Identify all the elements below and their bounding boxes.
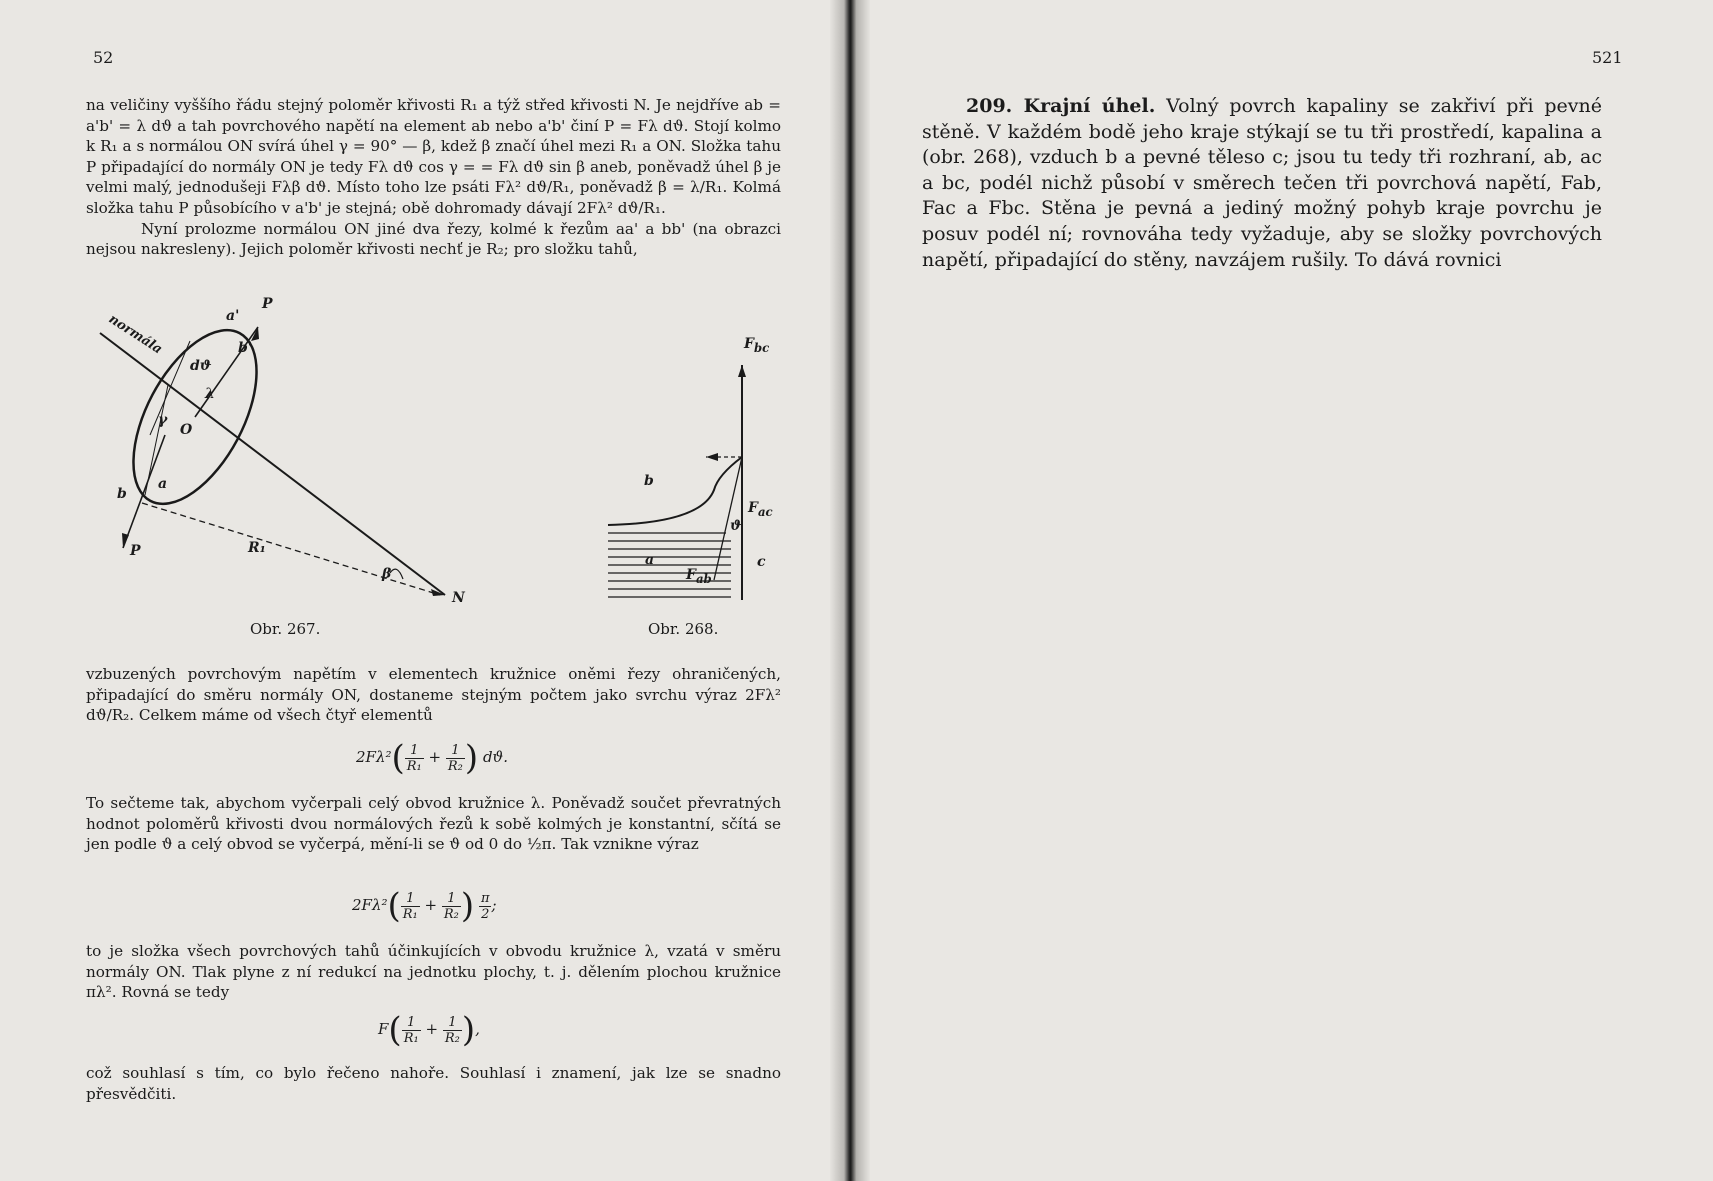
fig267-label-gamma: γ xyxy=(158,412,168,428)
left-para-1 xyxy=(86,95,781,260)
fig267-label-beta: β xyxy=(382,566,392,582)
fig268-caption: Obr. 268. xyxy=(648,620,719,638)
left-paragraph-2-text: Nyní prolozme normálou ON jiné dva řezy, kolmé k řezům aa' a bb' (na obrazci nejsou nakresleny). Jejich poloměr křivosti nechť je R₂; pro složku tahů, xyxy=(86,219,781,259)
fig268-Fbc-letter: F xyxy=(744,336,754,352)
fig268-label-c: c xyxy=(757,554,766,570)
left-paragraph-1-text: na veličiny vyššího řádu stejný poloměr křivosti R₁ a týž střed křivosti N. Je nejdříve ab = a'b' = λ dϑ a tah povrchového napětí na element ab nebo a'b' činí P = Fλ dϑ. Stojí kolmo k R₁ a s normálou ON svírá úhel γ = 90° — β, kdež β značí úhel mezi R₁ a ON. Složka tahu P připadající do normály ON je tedy Fλ dϑ cos γ = = Fλ dϑ sin β aneb, poněvadž úhel β je velmi malý, jednodušeji Fλβ dϑ. Místo toho lze psáti Fλ² dϑ/R₁, poněvadž β = λ/R₁. Kolmá složka tahu P působícího v a'b' je stejná; obě dohromady dávají 2Fλ² dϑ/R₁. xyxy=(86,96,781,217)
formula-1: 2Fλ²( $\frac{1}{\text{R₁}}$ + $\frac{1}{\text{R₂}}$ ) dϑ. xyxy=(356,738,509,778)
figure-267 xyxy=(95,315,465,615)
formula-2: 2Fλ²( $\frac{1}{\text{R₁}}$ + $\frac{1}{\text{R₂}}$ ) $\frac{\pi}{2}$ ; xyxy=(352,886,497,926)
fig267-label-O: O xyxy=(180,422,193,438)
right-paragraph-1-text: Volný povrch kapaliny se zakřiví při pevné stěně. V každém bodě jeho kraje stýkají se tu tři prostředí, kapalina a (obr. 268), vzduch b a pevné těleso c; jsou tu tedy tři rozhraní, ab, ac a bc, podél nichž působí v směrech tečen tři povrchová napětí, Fab, Fac a Fbc. Stěna je pevná a jediný možný pohyb kraje povrchu je posuv podél ní; rovnováha tedy vyžaduje, aby se složky povrchových napětí, připadající do stěny, navzájem rušily. To dává rovnici xyxy=(922,95,1603,271)
fig268-label-theta: ϑ xyxy=(730,518,742,534)
left-paragraph-3-text: vzbuzených povrchovým napětím v elementech kružnice oněmi řezy ohraničených, připadající do směru normály ON, dostaneme stejným počtem jako svrchu výraz 2Fλ² dϑ/R₂. Celkem máme od všech čtyř elementů xyxy=(86,665,781,725)
formula1-frac1: $\frac{1}{\text{R₁}}$ xyxy=(406,742,422,774)
fig267-label-a-prime: a' xyxy=(226,308,240,324)
fig267-label-lambda: λ xyxy=(205,386,215,402)
fig267-label-P-bottom: P xyxy=(130,543,141,559)
fig267-label-b-prime: b' xyxy=(238,340,253,356)
left-para-6 xyxy=(86,1063,781,1104)
fig267-caption: Obr. 267. xyxy=(250,620,321,638)
page-number-right: 521 xyxy=(1592,48,1623,67)
formula1-prefix: 2Fλ² xyxy=(356,748,392,766)
section-heading: 209. Krajní úhel. xyxy=(966,95,1156,117)
formula3-prefix: F xyxy=(378,1020,389,1038)
left-para-4 xyxy=(86,793,781,855)
left-paragraph-4-text: To sečteme tak, abychom vyčerpali celý obvod kružnice λ. Poněvadž součet převratných hodnot poloměrů křivosti dvou normálových řezů k sobě kolmých je konstantní, sčítá se jen podle ϑ a celý obvod se vyčerpá, mění-li se ϑ od 0 do ½π. Tak vznikne výraz xyxy=(86,794,781,854)
formula1-frac2: $\frac{1}{\text{R₂}}$ xyxy=(447,742,463,774)
right-page xyxy=(870,0,1713,1181)
fig267-label-normal: normála xyxy=(105,311,165,358)
fig268-label-Fac xyxy=(748,500,773,519)
formula2-pi-frac: $\frac{\pi}{2}$ xyxy=(480,890,490,922)
formula2-frac1: $\frac{1}{\text{R₁}}$ xyxy=(402,890,418,922)
book-gutter xyxy=(830,0,870,1181)
left-paragraph-5-text: to je složka všech povrchových tahů účinkujících v obvodu kružnice λ, vzatá v směru normály ON. Tlak plyne z ní redukcí na jednotku plochy, t. j. dělením plochou kružnice πλ². Rovná se tedy xyxy=(86,942,781,1002)
fig267-label-P-top: P xyxy=(262,296,273,312)
fig267-label-N: N xyxy=(452,590,465,606)
formula3-frac2: $\frac{1}{\text{R₂}}$ xyxy=(444,1014,460,1046)
fig267-label-b: b xyxy=(117,486,127,502)
formula2-frac2: $\frac{1}{\text{R₂}}$ xyxy=(443,890,459,922)
fig268-label-Fbc xyxy=(744,336,769,355)
fig267-radius-R1 xyxy=(142,503,440,595)
formula2-prefix: 2Fλ² xyxy=(352,896,388,914)
fig267-label-R1: R₁ xyxy=(248,540,266,556)
fig268-label-b: b xyxy=(644,473,654,489)
formula-3: F( $\frac{1}{\text{R₁}}$ + $\frac{1}{\text{R₂}}$ ), xyxy=(378,1010,480,1050)
left-paragraph-6-text: což souhlasí s tím, co bylo řečeno nahoře. Souhlasí i znamení, jak lze se snadno přesvědčiti. xyxy=(86,1064,781,1103)
fig268-Fbc-sub: bc xyxy=(753,340,770,355)
fig268-label-Fab xyxy=(686,567,712,586)
left-para-3 xyxy=(86,664,781,726)
fig268-label-a: a xyxy=(645,552,655,568)
fig267-label-d-theta: dϑ xyxy=(190,358,212,374)
fig267-label-a: a xyxy=(158,476,168,492)
figure-268 xyxy=(606,355,746,605)
fig268-Fab-sub: ab xyxy=(695,571,712,586)
left-page xyxy=(0,0,830,1181)
left-para-5 xyxy=(86,941,781,1003)
formula1-suffix: dϑ. xyxy=(482,748,509,766)
right-para-1 xyxy=(922,94,1602,273)
fig268-Fac-letter: F xyxy=(748,500,758,516)
page-number-left: 52 xyxy=(93,48,114,67)
fig268-Fac-sub: ac xyxy=(757,504,773,519)
fig268-meniscus xyxy=(608,457,742,525)
fig268-Fab-letter: F xyxy=(686,567,696,583)
formula3-frac1: $\frac{1}{\text{R₁}}$ xyxy=(403,1014,419,1046)
